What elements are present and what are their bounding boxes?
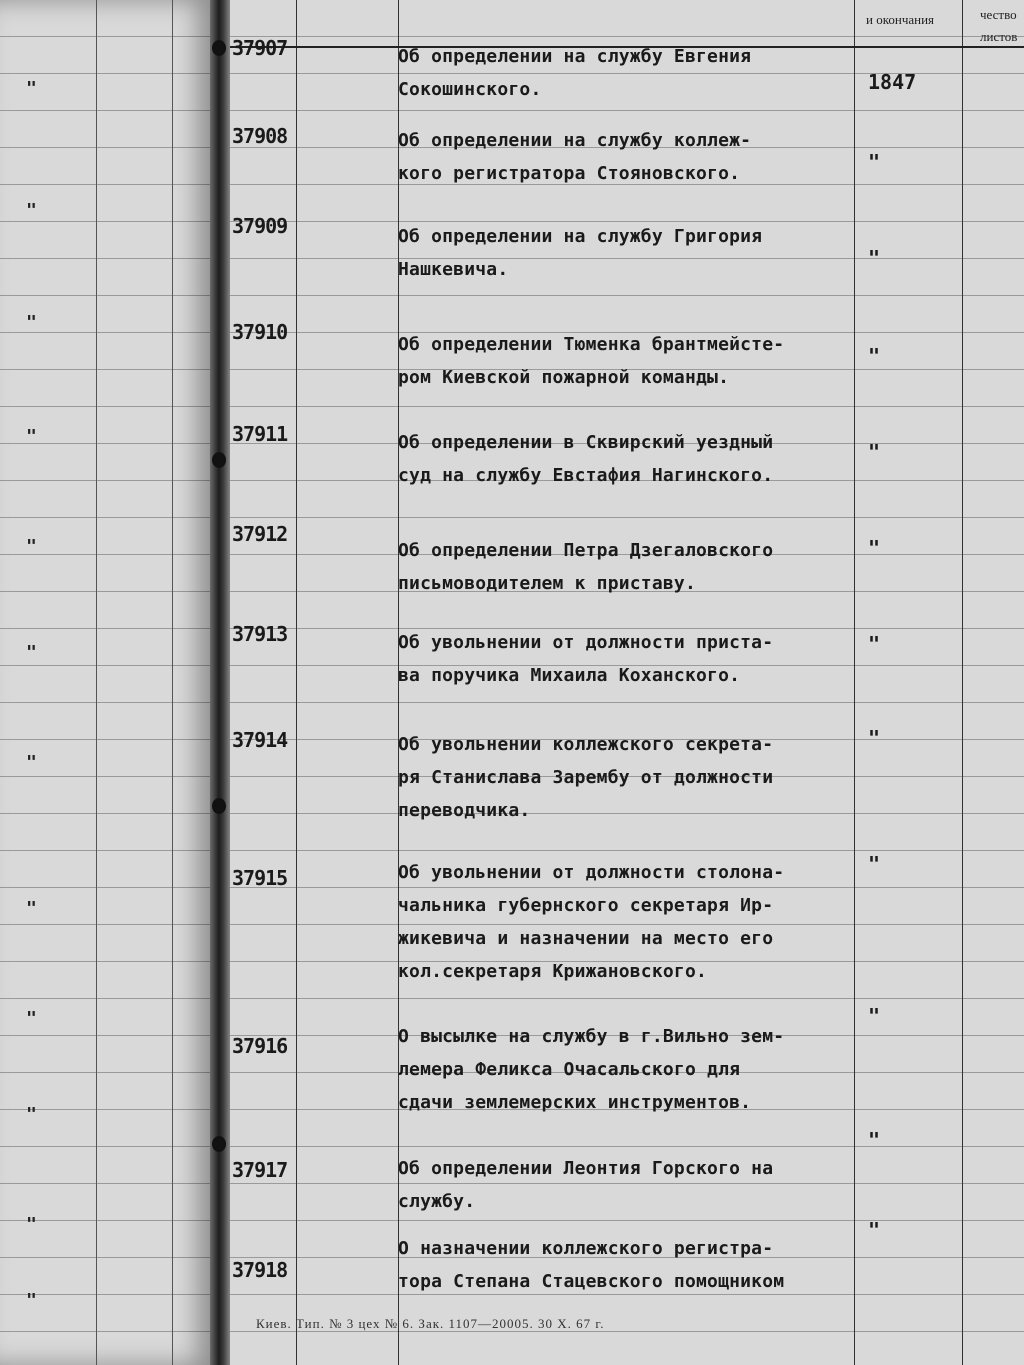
- entry-description: Об определении на службу Евгения Сокошинского.: [398, 46, 752, 100]
- printer-imprint: Киев. Тип. № 3 цех № 6. Зак. 1107—20005. 30 Х. 67 г.: [256, 1316, 605, 1331]
- ditto-mark: ": [26, 312, 37, 333]
- entry-number: 37912: [232, 522, 288, 546]
- entry-number: 37914: [232, 728, 288, 752]
- entry-year: 1847: [868, 70, 917, 94]
- entry-description: Об определении в Сквирский уездный суд на службу Евстафия Нагинского.: [398, 432, 774, 486]
- ditto-mark: ": [26, 1290, 37, 1311]
- entry-year: ": [868, 632, 881, 656]
- entry-number: 37910: [232, 320, 288, 344]
- entry-number: 37909: [232, 214, 288, 238]
- binding-hole: [212, 452, 226, 468]
- ditto-mark: ": [26, 426, 37, 447]
- entry-year: ": [868, 1004, 881, 1028]
- ditto-mark: ": [26, 752, 37, 773]
- binding-hole: [212, 798, 226, 814]
- left-page: [0, 0, 216, 1365]
- entry-description: Об определении Леонтия Горского на службу.: [398, 1158, 774, 1212]
- ditto-mark: ": [26, 642, 37, 663]
- entry-number: 37918: [232, 1258, 288, 1282]
- entry-number: 37917: [232, 1158, 288, 1182]
- entry-description: Об определении Тюменка брантмейсте- ром Киевской пожарной команды.: [398, 334, 785, 388]
- column-rule: [854, 0, 855, 1365]
- entry-description: О высылке на службу в г.Вильно зем- лемера Феликса Очасальского для сдачи землемерских инструментов.: [398, 1026, 785, 1113]
- entry-description: О назначении коллежского регистра- тора Степана Стацевского помощником: [398, 1238, 785, 1292]
- entry-year: ": [868, 344, 881, 368]
- ditto-mark: ": [26, 536, 37, 557]
- entry-number: 37908: [232, 124, 288, 148]
- ditto-mark: ": [26, 1008, 37, 1029]
- entry-description: Об определении на службу коллеж- кого регистратора Стояновского.: [398, 130, 752, 184]
- ditto-mark: ": [26, 200, 37, 221]
- ditto-mark: ": [26, 1104, 37, 1125]
- entry-description: Об увольнении от должности столона- чальника губернского секретаря Ир- жикевича и назначении на место его кол.секретаря Крижановского.: [398, 862, 785, 982]
- entry-description: Об определении Петра Дзегаловского письмоводителем к приставу.: [398, 540, 774, 594]
- entry-year: ": [868, 440, 881, 464]
- book-gutter: [210, 0, 232, 1365]
- column-rule: [96, 0, 97, 1365]
- entry-number: 37911: [232, 422, 288, 446]
- entry-number: 37916: [232, 1034, 288, 1058]
- ditto-mark: ": [26, 78, 37, 99]
- entry-description: Об увольнении от должности приста- ва поручика Михаила Коханского.: [398, 632, 774, 686]
- entry-year: ": [868, 246, 881, 270]
- header-dates-label: и окончания: [866, 12, 935, 27]
- column-rule: [962, 0, 963, 1365]
- column-rule: [172, 0, 173, 1365]
- entry-year: ": [868, 536, 881, 560]
- ditto-mark: ": [26, 1214, 37, 1235]
- entry-number: 37913: [232, 622, 288, 646]
- entry-number: 37907: [232, 36, 288, 60]
- entry-year: ": [868, 150, 881, 174]
- entry-year: ": [868, 726, 881, 750]
- ditto-mark: ": [26, 898, 37, 919]
- column-rule: [296, 0, 297, 1365]
- header-count-label: чество листов: [980, 7, 1018, 44]
- entry-description: Об увольнении коллежского секрета- ря Станислава Зарембу от должности переводчика.: [398, 734, 774, 821]
- entry-number: 37915: [232, 866, 288, 890]
- binding-hole: [212, 1136, 226, 1152]
- binding-hole: [212, 40, 226, 56]
- entry-year: ": [868, 852, 881, 876]
- entry-year: ": [868, 1128, 881, 1152]
- entry-year: ": [868, 1218, 881, 1242]
- entry-description: Об определении на службу Григория Нашкевича.: [398, 226, 763, 280]
